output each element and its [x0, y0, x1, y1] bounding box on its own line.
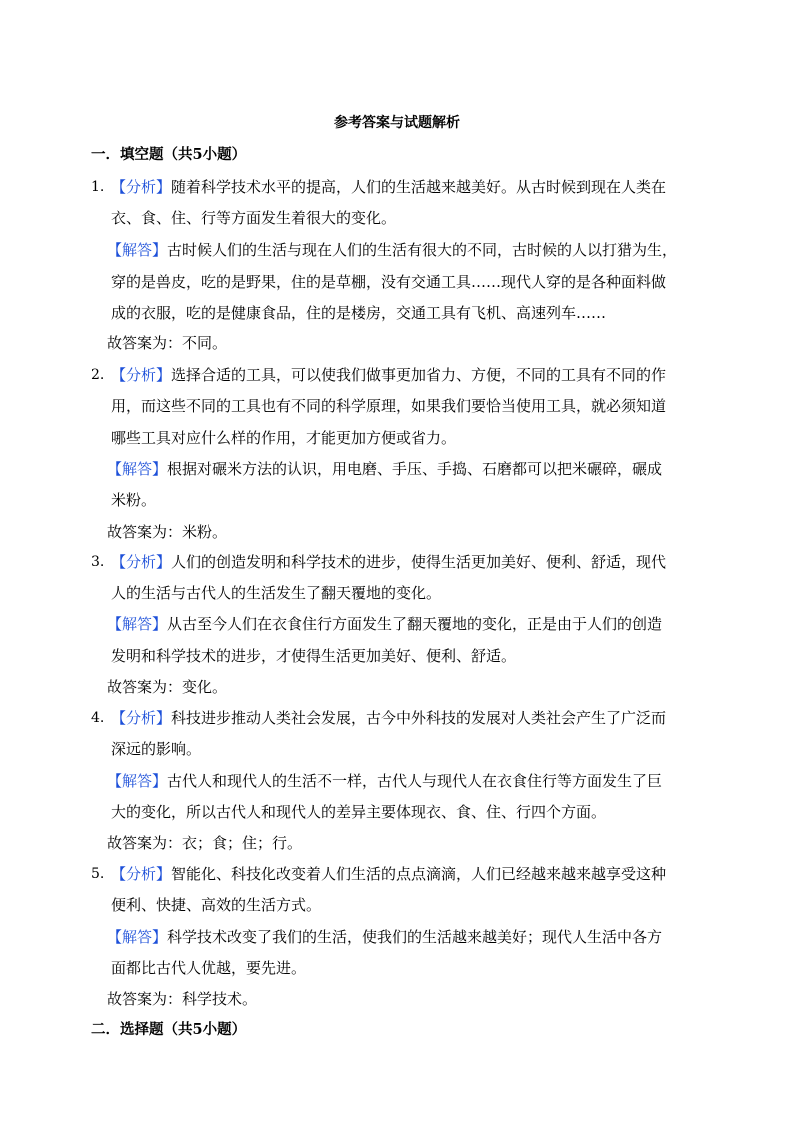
answer-line: 故答案为：科学技术。 — [107, 990, 258, 1008]
analysis-line: 衣、食、住、行等方面发生着很大的变化。 — [111, 209, 397, 227]
solution-line: 发明和科学技术的进步，才使得生活更加美好、便利、舒适。 — [111, 647, 517, 665]
answer-line: 故答案为：衣；食；住；行。 — [107, 834, 303, 852]
analysis-line: 【分析】随着科学技术水平的提高，人们的生活越来越美好。从古时候到现在人类在 — [111, 178, 667, 196]
solution-tag: 【解答】 — [107, 460, 168, 478]
analysis-line: 深远的影响。 — [111, 740, 202, 758]
analysis-tag: 【分析】 — [111, 178, 172, 196]
solution-line: 【解答】根据对碾米方法的认识，用电磨、手压、手捣、石磨都可以把米碾碎，碾成 — [107, 460, 663, 478]
item-number: 5. — [91, 866, 105, 882]
solution-line: 穿的是兽皮，吃的是野果，住的是草棚，没有交通工具……现代人穿的是各种面料做 — [111, 273, 667, 291]
section-heading-fill-in: 一．填空题（共5小题） — [91, 146, 247, 163]
solution-tag: 【解答】 — [107, 241, 168, 259]
analysis-line: 人的生活与古代人的生活发生了翻天覆地的变化。 — [111, 584, 442, 602]
answer-line: 故答案为：米粉。 — [107, 523, 228, 541]
analysis-line: 【分析】人们的创造发明和科学技术的进步，使得生活更加美好、便利、舒适，现代 — [111, 553, 667, 571]
analysis-line: 用，而这些不同的工具也有不同的科学原理，如果我们要恰当使用工具，就必须知道 — [111, 397, 667, 415]
solution-line: 【解答】古时候人们的生活与现在人们的生活有很大的不同，古时候的人以打猎为生， — [107, 241, 678, 259]
item-number: 1. — [91, 179, 105, 195]
solution-line: 面都比古代人优越，要先进。 — [111, 959, 307, 977]
solution-line: 【解答】古代人和现代人的生活不一样，古代人与现代人在衣食住行等方面发生了巨 — [107, 772, 663, 790]
analysis-line: 【分析】选择合适的工具，可以使我们做事更加省力、方便，不同的工具有不同的作 — [111, 366, 667, 384]
solution-line: 成的衣服，吃的是健康食品，住的是楼房，交通工具有飞机、高速列车…… — [111, 304, 607, 322]
document-title: 参考答案与试题解析 — [334, 115, 460, 131]
analysis-tag: 【分析】 — [111, 709, 172, 727]
section-heading-multiple-choice: 二．选择题（共5小题） — [91, 1021, 247, 1038]
analysis-line: 【分析】科技进步推动人类社会发展，古今中外科技的发展对人类社会产生了广泛而 — [111, 709, 667, 727]
solution-line: 【解答】科学技术改变了我们的生活，使我们的生活越来越美好；现代人生活中各方 — [107, 928, 663, 946]
item-number: 2. — [91, 367, 105, 383]
analysis-tag: 【分析】 — [111, 865, 172, 883]
answer-line: 故答案为：不同。 — [107, 334, 228, 352]
solution-tag: 【解答】 — [107, 928, 168, 946]
analysis-line: 便利、快捷、高效的生活方式。 — [111, 896, 322, 914]
solution-tag: 【解答】 — [107, 772, 168, 790]
item-number: 4. — [91, 710, 105, 726]
solution-line: 【解答】从古至今人们在衣食住行方面发生了翻天覆地的变化，正是由于人们的创造 — [107, 615, 663, 633]
solution-tag: 【解答】 — [107, 615, 168, 633]
analysis-line: 哪些工具对应什么样的作用，才能更加方便或省力。 — [111, 429, 457, 447]
solution-line: 大的变化，所以古代人和现代人的差异主要体现衣、食、住、行四个方面。 — [111, 803, 607, 821]
analysis-line: 【分析】智能化、科技化改变着人们生活的点点滴滴，人们已经越来越来越享受这种 — [111, 865, 667, 883]
analysis-tag: 【分析】 — [111, 553, 172, 571]
answer-line: 故答案为：变化。 — [107, 678, 228, 696]
analysis-tag: 【分析】 — [111, 366, 172, 384]
solution-line: 米粉。 — [111, 491, 157, 509]
item-number: 3. — [91, 554, 105, 570]
